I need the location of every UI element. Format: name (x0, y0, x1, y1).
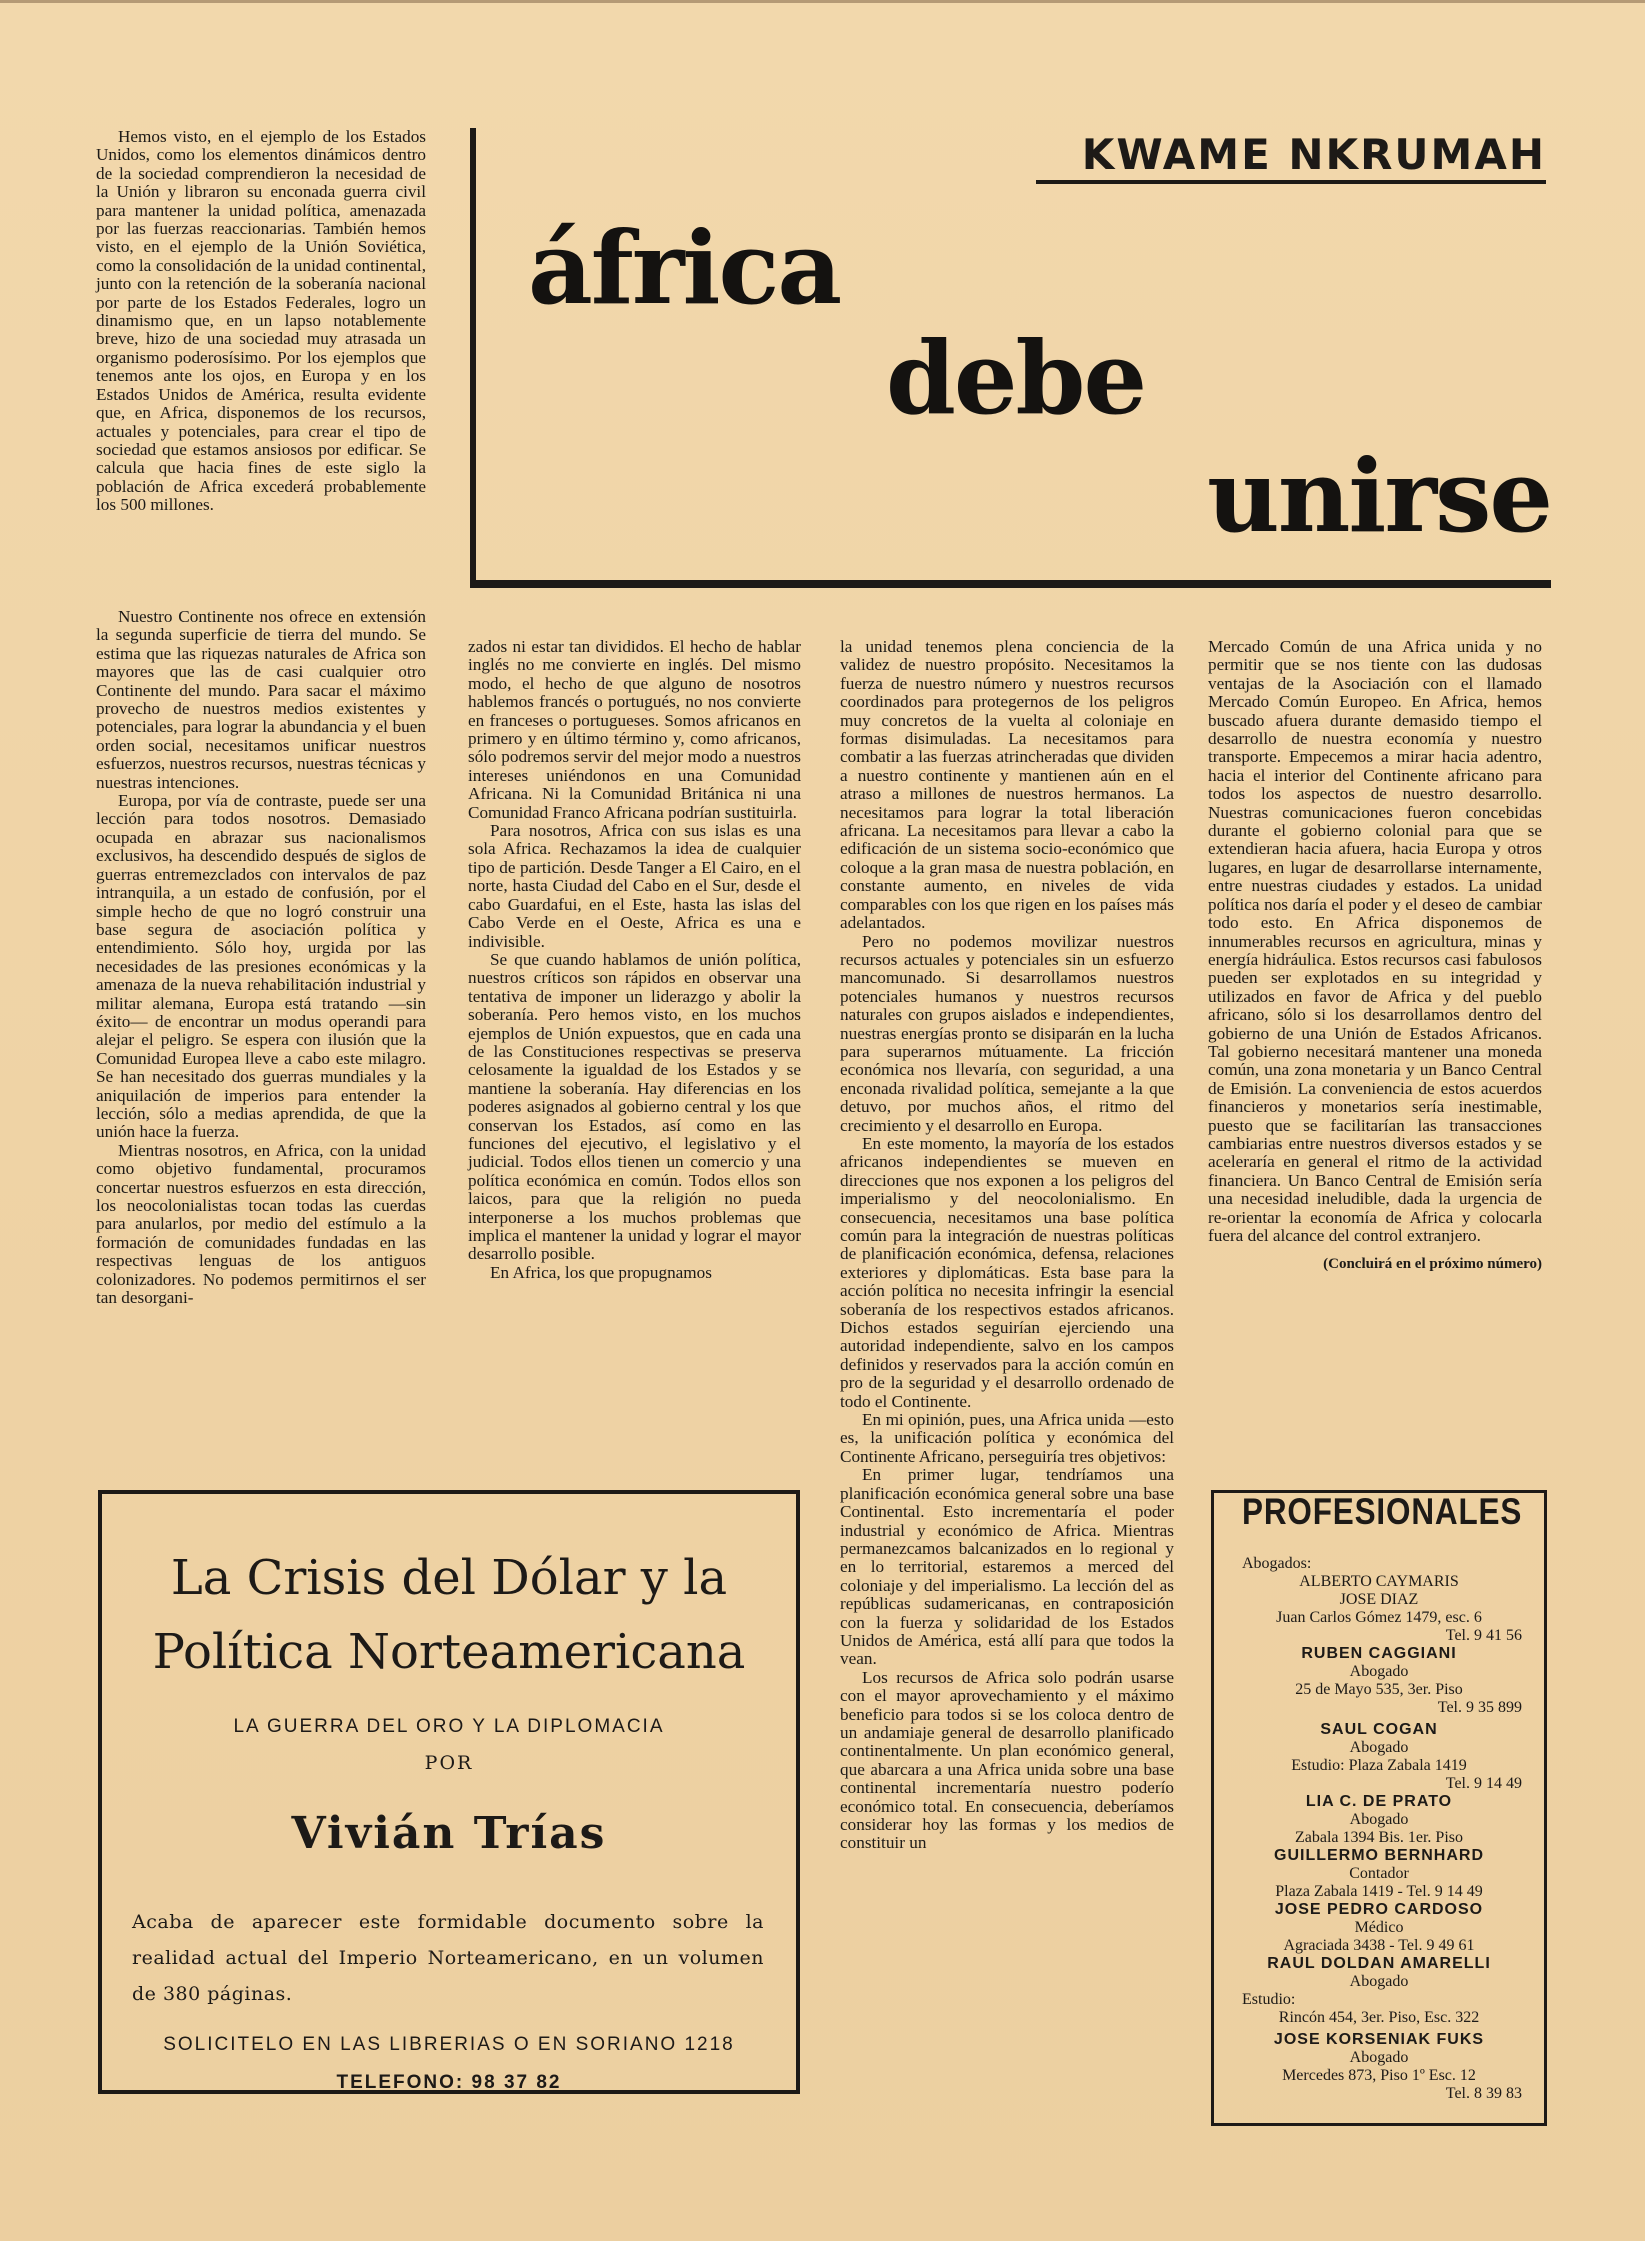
article-column-1-top (96, 128, 426, 515)
article-title-box (470, 128, 1551, 588)
paragraph: Para nosotros, Africa con sus islas es una sola Africa. Rechazamos la idea de cualquier tipo de partición. Desde Tanger a El Cairo, en el norte, hasta Ciudad del Cabo en el Sur, desde el cabo Guardafui, en el Este, hasta las islas del Cabo Verde en el Oeste, Africa es una e indivisible. (468, 821, 801, 951)
directory-line: Rincón 454, 3er. Piso, Esc. 322 (1278, 2009, 1480, 2026)
directory-line: Abogados: (1242, 1555, 1312, 1572)
paragraph: En primer lugar, tendríamos una planificación económica general sobre una base Continental. Esto incrementaría el poder industrial y económico de Africa. Mientras permanezcamos balcanizados en lo regional y en lo territorial, estaremos a merced del coloniaje y del imperialismo. La lección del as repúblicas sudamericanas, en contraposición con la fuerza y solidaridad de los Estados Unidos de América, está allí para que todos la vean. (840, 1465, 1174, 1669)
title-line-1: áfrica (528, 209, 841, 327)
directory-name: GUILLERMO BERNHARD (1274, 1847, 1484, 1864)
paragraph: Hemos visto, en el ejemplo de los Estados Unidos, como los elementos dinámicos dentro de la sociedad comprendieron la necesidad de la Unión y libraron su enconada guerra civil para mantener la unidad política, amenazada por las fuerzas reaccionarias. También hemos visto, en el ejemplo de la Unión Soviética, como la consolidación de la unidad continental, junto con la retención de la soberanía nacional por parte de los Estados Federales, logro un dinamismo que, en un lapso notablemente breve, hizo de una sociedad muy atrasada un organismo poderosísimo. Por los ejemplos que tenemos ante los ojos, en Europa y en los Estados Unidos de América, resulta evidente que, en Africa, disponemos de los recursos, actuales y potenciales, para crear el tipo de sociedad que estamos ansiosos por edificar. Se calcula que hacia fines de este siglo la población de Africa excederá probablemente los 500 millones. (96, 127, 426, 515)
directory-line: Médico (1354, 1919, 1404, 1936)
paragraph: En mi opinión, pues, una Africa unida —esto es, la unificación política y económica del Continente Africano, perseguiría tres objetivos: (840, 1410, 1174, 1466)
directory-name: RAUL DOLDAN AMARELLI (1267, 1955, 1491, 1972)
directory-line: Tel. 9 14 49 (1445, 1775, 1522, 1792)
ad-title-line-2: Política Norteamericana (152, 1624, 746, 1680)
paragraph: Se que cuando hablamos de unión política, nuestros críticos son rápidos en observar una tentativa de imponer un liderazgo y abolir la soberanía. Pero hemos visto, en los muchos ejemplos de Unión expuestos, que en cada una de las Constituciones respectivas se preserva celosamente la igualdad de los Estados y se mantiene la soberanía. Hay diferencias en los poderes asignados al gobierno central y los que conservan los Estados, así como en las funciones del ejecutivo, el legislativo y el judicial. Todos ellos tienen un comercio y una política económica en común. Todos ellos son laicos, para que la religión no pueda interponerse a los muchos problemas que implica el mantener la unidad y lograr el mayor desarrollo posible. (468, 949, 801, 1264)
paragraph: En este momento, la mayoría de los estados africanos independientes se mueven en direcciones que nos exponen a los peligros del imperialismo y del neocolonialismo. En consecuencia, necesitamos una base política común para la integración de nuestras políticas de planificación económica, defensa, relaciones exteriores y diplomáticas. Esta base para la acción política no necesita infringir la esencial soberanía de los respectivos estados africanos. Dichos estados seguirían ejerciendo una autoridad independiente, salvo en los campos definidos y reservados para la acción común en pro de la seguridad y el desarrollo ordenado de todo el Continente. (840, 1133, 1174, 1411)
directory-line: Zabala 1394 Bis. 1er. Piso (1295, 1829, 1463, 1846)
professionals-title: PROFESIONALES (1242, 1491, 1523, 1532)
directory-name: SAUL COGAN (1320, 1721, 1438, 1738)
directory-line: Tel. 8 39 83 (1445, 2085, 1522, 2102)
directory-line: Estudio: (1242, 1991, 1296, 2008)
directory-line: JOSE DIAZ (1339, 1591, 1419, 1608)
directory-entries (1214, 1555, 1544, 2103)
paragraph: zados ni estar tan divididos. El hecho de hablar inglés no me convierte en inglés. Del mismo modo, el hecho de que alguno de nosotros hablemos francés o portugués, no nos convierte en franceses o portugueses. Somos africanos en primero y en último término y, como africanos, sólo podremos servir del mejor modo a nuestros intereses uniéndonos en una Comunidad Africana. Ni la Comunidad Británica ni una Comunidad Franco Africana podrían sustituirla. (468, 637, 801, 822)
directory-line: Abogado (1349, 1811, 1409, 1828)
paragraph: la unidad tenemos plena conciencia de la validez de nuestro propósito. Necesitamos la fuerza de nuestro número y nuestros recursos coordinados para protegernos de los peligros muy concretos de la vuelta al coloniaje en formas disimuladas. La necesitamos para combatir a las fuerzas atrincheradas que dividen a nuestro continente y mantienen aún en el atraso a millones de nuestros hermanos. La necesitamos para lograr la total liberación africana. La necesitamos para llevar a cabo la edificación de un sistema socio-económico que coloque a la gran masa de nuestra población, en constante aumento, en niveles de vida comparables con los que rigen en los países más adelantados. (840, 637, 1174, 933)
directory-line: Abogado (1349, 1739, 1409, 1756)
directory-line: Tel. 9 35 899 (1437, 1699, 1522, 1716)
ad-phone: TELEFONO: 98 37 82 (336, 2072, 562, 2093)
directory-line: Juan Carlos Gómez 1479, esc. 6 (1276, 1609, 1482, 1626)
directory-line: Contador (1349, 1865, 1409, 1882)
directory-line: Estudio: Plaza Zabala 1419 (1291, 1757, 1467, 1774)
directory-line: Abogado (1349, 2049, 1409, 2066)
directory-name: JOSE PEDRO CARDOSO (1274, 1901, 1484, 1918)
paragraph: En Africa, los que propugnamos (490, 1262, 712, 1282)
directory-line: Mercedes 873, Piso 1º Esc. 12 (1282, 2067, 1476, 2084)
book-advertisement (98, 1490, 800, 2094)
author-name: KWAME NKRUMAH (1081, 130, 1546, 179)
article-column-4 (1208, 638, 1542, 1274)
professionals-directory (1211, 1490, 1547, 2126)
directory-line: Tel. 9 41 56 (1445, 1627, 1522, 1644)
directory-line: 25 de Mayo 535, 3er. Piso (1295, 1681, 1463, 1698)
directory-name: JOSE KORSENIAK FUKS (1273, 2031, 1485, 2048)
directory-line: Abogado (1349, 1663, 1409, 1680)
top-edge-rule (0, 0, 1645, 3)
title-box-bottom-rule (476, 580, 1551, 588)
ad-author: Vivián Trías (291, 1808, 607, 1859)
paragraph: Los recursos de Africa solo podrán usarse con el mayor aprovechamiento y el máximo beneficio para todos si se los coloca dentro de un andamiaje general de desarrollo planificado continentalmente. Un plan económico general, que abarcara a una Africa unida sobre una base continental incrementaría nuestro poderío económico total. En consecuencia, deberíamos considerar hoy las formas y los medios de constituir un (840, 1667, 1174, 1853)
article-column-3 (840, 638, 1174, 1853)
title-line-3: unirse (1206, 437, 1551, 555)
paragraph: Pero no podemos movilizar nuestros recursos actuales y potenciales sin un esfuerzo mancomunado. Si desarrollamos nuestros potenciales humanos y nuestros recursos naturales con grupos aislados e independientes, nuestras energías pronto se disiparán en la lucha para superarnos mútuamente. La fricción económica nos llevaría, con seguridad, a una enconada rivalidad política, semejante a la que detuvo, por muchos años, el ritmo del crecimiento y el desarrollo en Europa. (840, 931, 1174, 1135)
ad-call-to-action: SOLICITELO EN LAS LIBRERIAS O EN SORIANO 1218 (163, 2034, 735, 2055)
directory-line: Abogado (1349, 1973, 1409, 1990)
ad-subtitle: LA GUERRA DEL ORO Y LA DIPLOMACIA (233, 1716, 665, 1737)
article-column-2 (468, 638, 801, 1282)
directory-line: ALBERTO CAYMARIS (1299, 1573, 1459, 1590)
directory-name: RUBEN CAGGIANI (1301, 1645, 1457, 1662)
article-column-1 (96, 608, 426, 1307)
paragraph: Mercado Común de una Africa unida y no permitir que se nos tiente con las dudosas ventajas de la Asociación con el llamado Mercado Común Europeo. En Africa, hemos buscado afuera durante demasido tiempo el desarrollo de nuestra economía y nuestro transporte. Empecemos a mirar hacia adentro, hacia el interior del Continente africano para todos los aspectos de nuestro desarrollo. Nuestras comunicaciones fueron concebidas durante el gobierno colonial para que se extendieran hacia afuera, hacia Europa y otros lugares, en lugar de desarrollarse internamente, entre nuestras ciudades y estados. La unidad política nos daría el poder y el deseo de cambiar todo esto. En Africa disponemos de innumerables recursos en agricultura, minas y energía hidráulica. Estos recursos casi fabulosos pueden ser explotados en su integridad y utilizados en favor de Africa y del pueblo africano, sólo si los desarrollamos dentro del gobierno de una Unión de Estados Africanos. Tal gobierno necesitará mantener una moneda común, una zona monetaria y un Banco Central de Emisión. La conveniencia de estos acuerdos financieros y monetarios sería inestimable, puesto que se facilitarían las transacciones cambiarias entre nuestros diversos estados y se aceleraría en general el ritmo de la actividad financiera. Un Banco Central de Emisión sería una necesidad ineludible, dada la urgencia de re-orientar la economía de Africa y colocarla fuera del alcance del control extranjero. (1208, 637, 1542, 1245)
ad-por: POR (424, 1752, 474, 1774)
author-underline (1036, 180, 1546, 184)
ad-title-line-1: La Crisis del Dólar y la (170, 1550, 728, 1606)
paragraph: Nuestro Continente nos ofrece en extensión la segunda superficie de tierra del mundo. Se estima que las riquezas naturales de Africa son mayores que las de casi cualquier otro Continente del mundo. Para sacar el máximo provecho de nuestros medios existentes y potenciales, para lograr la abundancia y el buen orden social, necesitamos unificar nuestros esfuerzos, nuestros recursos, nuestras técnicas y nuestras intenciones. (96, 607, 426, 792)
paragraph: Mientras nosotros, en Africa, con la unidad como objetivo fundamental, procuramos concertar nuestros esfuerzos en esta dirección, los neocolonialistas tocan todas las cuerdas para anularlos, por medio del estímulo a la formación de comunidades fundadas en las respectivas lenguas de los antiguos colonizadores. No podemos permitirnos el ser tan desorgani- (96, 1140, 426, 1308)
directory-line: Plaza Zabala 1419 - Tel. 9 14 49 (1275, 1883, 1483, 1900)
directory-line: Agraciada 3438 - Tel. 9 49 61 (1283, 1937, 1475, 1954)
continued-note: (Concluirá en el próximo número) (1323, 1256, 1542, 1273)
ad-description: Acaba de aparecer este formidable documento sobre la realidad actual del Imperio Norteamericano, en un volumen de 380 páginas. (132, 1911, 764, 2005)
directory-name: LIA C. DE PRATO (1305, 1793, 1453, 1810)
paragraph: Europa, por vía de contraste, puede ser una lección para todos nosotros. Demasiado ocupada en abrazar sus nacionalismos exclusivos, ha descendido después de siglos de guerras entremezclados con intervalos de paz intranquila, a un estado de confusión, por el simple hecho de que no logró construir una base segura de asociación política y entendimiento. Sólo hoy, urgida por las necesidades de las presiones económicas y la amenaza de la nueva rehabilitación industrial y militar alemana, Europa está tratando —sin éxito— de encontrar un modus operandi para alejar el peligro. Se espera con ilusión que la Comunidad Europea lleve a cabo este milagro. Se han necesitado dos guerras mundiales y la aniquilación de imperios para entender la lección, sólo a medias aprendida, de que la unión hace la fuerza. (96, 791, 426, 1142)
title-line-2: debe (886, 319, 1146, 437)
